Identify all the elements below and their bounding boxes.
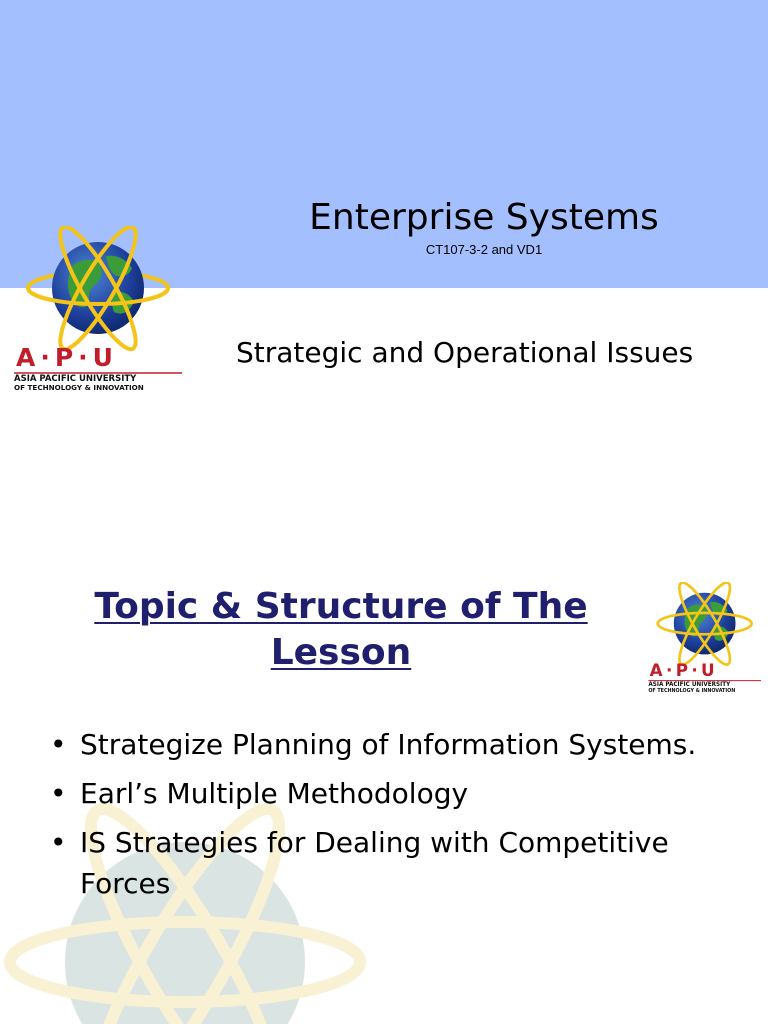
list-item [48,822,748,904]
bullet-text: IS Strategies for Dealing with Competitive Forces [80,826,669,900]
bullet-text: Strategize Planning of Information Systems. [80,728,697,761]
title-line-1: Topic & Structure of The [94,586,588,627]
bullet-icon: • [50,728,67,761]
logo-line1: ASIA PACIFIC UNIVERSITY [14,374,137,384]
list-item [48,773,748,814]
logo-line2: OF TECHNOLOGY & INNOVATION [14,383,144,392]
globe-icon [28,226,168,357]
bullet-text: Earl’s Multiple Methodology [80,777,469,810]
bullet-list [48,724,748,912]
bullet-icon: • [50,777,67,810]
course-code: CT107-3-2 and VD1 [425,242,543,257]
list-item [48,724,748,765]
logo-letters: A·P·U [16,343,118,372]
logo-letters: A·P·U [649,659,719,680]
slide-subtitle: Strategic and Operational Issues [236,336,694,369]
globe-icon [658,582,752,670]
slide-title [30,584,652,676]
topic-slide [0,512,768,1024]
bullet-icon: • [50,826,67,859]
apu-logo-small [644,582,764,696]
logo-line2: OF TECHNOLOGY & INNOVATION [648,688,736,694]
logo-line1: ASIA PACIFIC UNIVERSITY [648,681,731,688]
apu-logo [10,226,184,396]
title-line-2: Lesson [270,632,412,673]
slide-title: Enterprise Systems [309,197,659,238]
